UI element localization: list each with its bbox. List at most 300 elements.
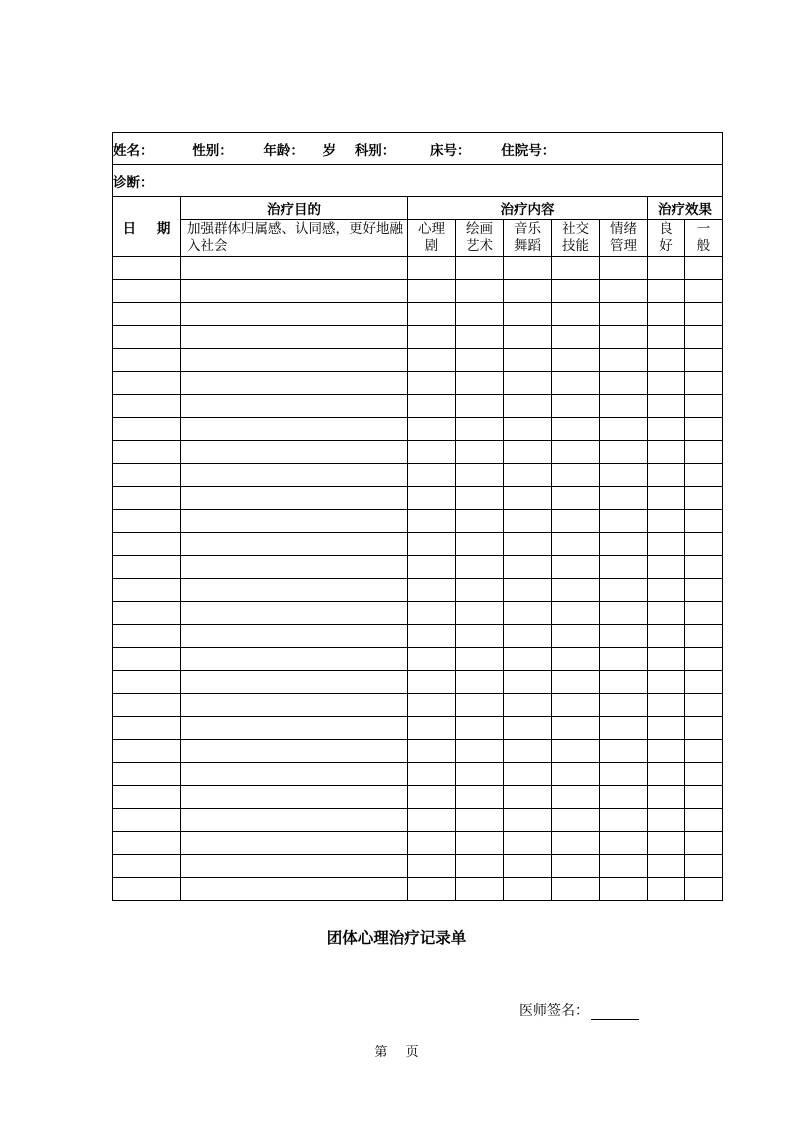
table-cell[interactable]: [456, 372, 504, 395]
table-cell[interactable]: [408, 280, 456, 303]
doctor-signature: [519, 1000, 639, 1020]
table-cell[interactable]: [552, 809, 600, 832]
table-cell[interactable]: [113, 303, 181, 326]
table-cell[interactable]: [685, 487, 723, 510]
table-cell[interactable]: [504, 763, 552, 786]
table-cell[interactable]: [648, 556, 685, 579]
table-cell[interactable]: [648, 648, 685, 671]
table-cell[interactable]: [504, 303, 552, 326]
table-cell[interactable]: [113, 602, 181, 625]
table-cell[interactable]: [552, 349, 600, 372]
table-cell[interactable]: [408, 487, 456, 510]
table-cell[interactable]: [181, 372, 408, 395]
table-cell[interactable]: [113, 372, 181, 395]
table-cell[interactable]: [600, 349, 648, 372]
table-cell[interactable]: [408, 303, 456, 326]
table-cell[interactable]: [113, 763, 181, 786]
table-row: [113, 602, 723, 625]
table-cell[interactable]: [113, 694, 181, 717]
table-cell[interactable]: [113, 648, 181, 671]
table-cell[interactable]: [685, 303, 723, 326]
table-cell[interactable]: [685, 602, 723, 625]
table-cell[interactable]: [648, 602, 685, 625]
table-cell[interactable]: [456, 763, 504, 786]
table-cell[interactable]: [456, 533, 504, 556]
table-cell[interactable]: [408, 694, 456, 717]
header-row-sub: [113, 220, 723, 257]
table-cell[interactable]: [685, 280, 723, 303]
table-cell[interactable]: [648, 671, 685, 694]
table-cell[interactable]: [685, 510, 723, 533]
table-cell[interactable]: [408, 349, 456, 372]
table-cell[interactable]: [408, 326, 456, 349]
table-row: [113, 372, 723, 395]
table-cell[interactable]: [600, 487, 648, 510]
table-cell[interactable]: [113, 349, 181, 372]
table-cell[interactable]: [504, 671, 552, 694]
table-row: [113, 533, 723, 556]
table-cell[interactable]: [552, 671, 600, 694]
table-cell[interactable]: [648, 832, 685, 855]
table-row: [113, 694, 723, 717]
table-cell[interactable]: [648, 533, 685, 556]
table-cell[interactable]: [552, 763, 600, 786]
table-cell[interactable]: [552, 602, 600, 625]
table-cell[interactable]: [181, 418, 408, 441]
table-cell[interactable]: [600, 303, 648, 326]
table-cell[interactable]: [456, 878, 504, 901]
content-social-skills-header: 社交 技能: [552, 220, 600, 257]
table-cell[interactable]: [600, 510, 648, 533]
table-cell[interactable]: [504, 832, 552, 855]
content-header: 治疗内容: [408, 197, 648, 220]
table-cell[interactable]: [600, 602, 648, 625]
table-cell[interactable]: [600, 786, 648, 809]
table-cell[interactable]: [181, 740, 408, 763]
table-cell[interactable]: [408, 257, 456, 280]
table-cell[interactable]: [504, 556, 552, 579]
table-cell[interactable]: [456, 671, 504, 694]
table-cell[interactable]: [648, 510, 685, 533]
table-cell[interactable]: [113, 809, 181, 832]
table-cell[interactable]: [408, 418, 456, 441]
table-cell[interactable]: [552, 280, 600, 303]
table-cell[interactable]: [181, 395, 408, 418]
table-cell[interactable]: [456, 257, 504, 280]
table-row: [113, 487, 723, 510]
table-cell[interactable]: [685, 533, 723, 556]
table-cell[interactable]: [113, 464, 181, 487]
table-cell[interactable]: [648, 326, 685, 349]
table-cell[interactable]: [552, 625, 600, 648]
table-cell[interactable]: [648, 694, 685, 717]
table-cell[interactable]: [552, 717, 600, 740]
table-cell[interactable]: [648, 625, 685, 648]
table-cell[interactable]: [456, 648, 504, 671]
table-cell[interactable]: [504, 878, 552, 901]
table-cell[interactable]: [648, 487, 685, 510]
table-cell[interactable]: [181, 602, 408, 625]
table-cell[interactable]: [685, 464, 723, 487]
page-number: [0, 1041, 793, 1060]
table-cell[interactable]: [600, 832, 648, 855]
table-row: [113, 395, 723, 418]
table-cell[interactable]: [685, 717, 723, 740]
table-cell[interactable]: [504, 280, 552, 303]
table-cell[interactable]: [600, 257, 648, 280]
table-cell[interactable]: [600, 740, 648, 763]
table-cell[interactable]: [456, 717, 504, 740]
table-cell[interactable]: [648, 786, 685, 809]
table-cell[interactable]: [685, 648, 723, 671]
table-cell[interactable]: [113, 280, 181, 303]
table-cell[interactable]: [648, 740, 685, 763]
table-cell[interactable]: [408, 602, 456, 625]
table-cell[interactable]: [600, 855, 648, 878]
table-cell[interactable]: [600, 326, 648, 349]
table-cell[interactable]: [648, 809, 685, 832]
table-row: [113, 326, 723, 349]
table-cell[interactable]: [456, 740, 504, 763]
table-cell[interactable]: [552, 855, 600, 878]
table-cell[interactable]: [685, 257, 723, 280]
record-sheet: [112, 132, 722, 901]
table-cell[interactable]: [648, 372, 685, 395]
table-cell[interactable]: [600, 763, 648, 786]
table-cell[interactable]: [600, 280, 648, 303]
table-cell[interactable]: [181, 556, 408, 579]
table-cell[interactable]: [504, 487, 552, 510]
table-cell[interactable]: [648, 464, 685, 487]
table-cell[interactable]: [113, 326, 181, 349]
table-cell[interactable]: [408, 625, 456, 648]
table-cell[interactable]: [600, 809, 648, 832]
header-row-main: [113, 197, 723, 220]
table-cell[interactable]: [600, 625, 648, 648]
table-cell[interactable]: [552, 418, 600, 441]
table-cell[interactable]: [552, 326, 600, 349]
table-cell[interactable]: [408, 510, 456, 533]
table-cell[interactable]: [685, 763, 723, 786]
table-row: [113, 786, 723, 809]
table-cell[interactable]: [408, 671, 456, 694]
table-cell[interactable]: [113, 257, 181, 280]
table-row: [113, 832, 723, 855]
gender-label: 性别：: [192, 142, 233, 159]
table-cell[interactable]: [685, 372, 723, 395]
signature-label: 医师签名：: [519, 1003, 589, 1019]
table-cell[interactable]: [456, 855, 504, 878]
table-cell[interactable]: [456, 786, 504, 809]
table-cell[interactable]: [504, 740, 552, 763]
table-cell[interactable]: [600, 878, 648, 901]
admission-label: 住院号：: [501, 142, 556, 159]
table-cell[interactable]: [504, 418, 552, 441]
table-cell[interactable]: [685, 878, 723, 901]
table-cell[interactable]: [408, 786, 456, 809]
table-cell[interactable]: [113, 510, 181, 533]
table-cell[interactable]: [181, 349, 408, 372]
table-cell[interactable]: [600, 579, 648, 602]
table-cell[interactable]: [600, 648, 648, 671]
table-cell[interactable]: [113, 533, 181, 556]
signature-field[interactable]: [591, 1005, 639, 1020]
table-cell[interactable]: [504, 579, 552, 602]
table-cell[interactable]: [456, 602, 504, 625]
table-cell[interactable]: [504, 349, 552, 372]
table-cell[interactable]: [504, 625, 552, 648]
table-cell[interactable]: [181, 832, 408, 855]
page-prefix: 第: [374, 1045, 388, 1060]
table-cell[interactable]: [648, 349, 685, 372]
table-cell[interactable]: [504, 786, 552, 809]
table-cell[interactable]: [181, 671, 408, 694]
table-cell[interactable]: [648, 441, 685, 464]
table-cell[interactable]: [456, 326, 504, 349]
table-cell[interactable]: [552, 372, 600, 395]
table-row: [113, 740, 723, 763]
table-cell[interactable]: [552, 878, 600, 901]
table-cell[interactable]: [181, 326, 408, 349]
table-row: [113, 579, 723, 602]
table-cell[interactable]: [456, 280, 504, 303]
table-cell[interactable]: [113, 855, 181, 878]
patient-info-cell[interactable]: [113, 133, 723, 165]
effect-good-header: 良 好: [648, 220, 685, 257]
table-cell[interactable]: [181, 303, 408, 326]
table-cell[interactable]: [648, 855, 685, 878]
table-cell[interactable]: [685, 556, 723, 579]
table-row: [113, 717, 723, 740]
table-cell[interactable]: [600, 372, 648, 395]
table-cell[interactable]: [648, 303, 685, 326]
table-row: [113, 510, 723, 533]
table-cell[interactable]: [504, 257, 552, 280]
table-cell[interactable]: [456, 579, 504, 602]
table-cell[interactable]: [685, 671, 723, 694]
table-cell[interactable]: [600, 694, 648, 717]
table-cell[interactable]: [648, 763, 685, 786]
table-cell[interactable]: [408, 763, 456, 786]
table-cell[interactable]: [113, 625, 181, 648]
table-cell[interactable]: [456, 809, 504, 832]
form-title: 团体心理治疗记录单: [326, 929, 467, 947]
table-cell[interactable]: [600, 395, 648, 418]
table-cell[interactable]: [113, 579, 181, 602]
table-cell[interactable]: [648, 418, 685, 441]
table-cell[interactable]: [552, 303, 600, 326]
table-cell[interactable]: [181, 855, 408, 878]
table-cell[interactable]: [113, 487, 181, 510]
table-cell[interactable]: [113, 395, 181, 418]
table-cell[interactable]: [113, 671, 181, 694]
table-cell[interactable]: [408, 372, 456, 395]
date-header: 日 期: [113, 197, 181, 257]
table-cell[interactable]: [648, 395, 685, 418]
table-cell[interactable]: [552, 832, 600, 855]
table-cell[interactable]: [648, 257, 685, 280]
name-label: 姓名：: [113, 142, 154, 159]
table-cell[interactable]: [600, 464, 648, 487]
table-cell[interactable]: [552, 556, 600, 579]
table-cell[interactable]: [504, 855, 552, 878]
table-cell[interactable]: [408, 717, 456, 740]
table-cell[interactable]: [648, 717, 685, 740]
table-cell[interactable]: [408, 533, 456, 556]
table-cell[interactable]: [456, 418, 504, 441]
table-cell[interactable]: [552, 441, 600, 464]
table-row: [113, 441, 723, 464]
table-cell[interactable]: [181, 533, 408, 556]
table-cell[interactable]: [552, 487, 600, 510]
effect-header: 治疗效果: [648, 197, 723, 220]
table-row: [113, 556, 723, 579]
table-cell[interactable]: [456, 510, 504, 533]
table-cell[interactable]: [685, 740, 723, 763]
table-cell[interactable]: [552, 579, 600, 602]
table-cell[interactable]: [600, 441, 648, 464]
table-cell[interactable]: [456, 395, 504, 418]
table-cell[interactable]: [181, 280, 408, 303]
purpose-text: 加强群体归属感、认同感，更好地融入社会: [181, 220, 408, 257]
table-cell[interactable]: [408, 740, 456, 763]
table-cell[interactable]: [181, 510, 408, 533]
table-cell[interactable]: [456, 832, 504, 855]
table-cell[interactable]: [685, 418, 723, 441]
table-cell[interactable]: [504, 395, 552, 418]
table-cell[interactable]: [113, 441, 181, 464]
table-cell[interactable]: [685, 349, 723, 372]
table-cell[interactable]: [408, 855, 456, 878]
table-cell[interactable]: [648, 280, 685, 303]
table-cell[interactable]: [504, 694, 552, 717]
table-cell[interactable]: [408, 832, 456, 855]
table-cell[interactable]: [552, 533, 600, 556]
table-cell[interactable]: [408, 878, 456, 901]
table-cell[interactable]: [456, 441, 504, 464]
table-cell[interactable]: [648, 579, 685, 602]
table-cell[interactable]: [552, 464, 600, 487]
table-cell[interactable]: [600, 671, 648, 694]
table-cell[interactable]: [456, 349, 504, 372]
table-cell[interactable]: [181, 809, 408, 832]
table-cell[interactable]: [685, 395, 723, 418]
table-cell[interactable]: [456, 625, 504, 648]
table-row: [113, 855, 723, 878]
table-cell[interactable]: [181, 717, 408, 740]
table-row: [113, 280, 723, 303]
table-cell[interactable]: [685, 832, 723, 855]
table-cell[interactable]: [504, 602, 552, 625]
table-cell[interactable]: [113, 418, 181, 441]
table-cell[interactable]: [408, 464, 456, 487]
table-cell[interactable]: [181, 648, 408, 671]
table-cell[interactable]: [113, 556, 181, 579]
table-cell[interactable]: [181, 441, 408, 464]
table-cell[interactable]: [181, 464, 408, 487]
table-cell[interactable]: [600, 556, 648, 579]
table-cell[interactable]: [552, 648, 600, 671]
bed-label: 床号：: [430, 142, 471, 159]
table-cell[interactable]: [600, 418, 648, 441]
table-cell[interactable]: [456, 556, 504, 579]
table-cell[interactable]: [504, 809, 552, 832]
table-cell[interactable]: [113, 786, 181, 809]
table-cell[interactable]: [552, 510, 600, 533]
table-cell[interactable]: [504, 326, 552, 349]
table-cell[interactable]: [181, 257, 408, 280]
table-cell[interactable]: [408, 556, 456, 579]
table-cell[interactable]: [504, 441, 552, 464]
table-cell[interactable]: [685, 855, 723, 878]
table-cell[interactable]: [504, 372, 552, 395]
table-cell[interactable]: [552, 257, 600, 280]
table-cell[interactable]: [113, 740, 181, 763]
patient-info-row: [113, 133, 723, 165]
table-cell[interactable]: [600, 533, 648, 556]
table-cell[interactable]: [181, 878, 408, 901]
table-cell[interactable]: [181, 763, 408, 786]
table-cell[interactable]: [181, 625, 408, 648]
table-cell[interactable]: [456, 464, 504, 487]
table-row: [113, 648, 723, 671]
content-psychodrama-header: 心理 剧: [408, 220, 456, 257]
table-cell[interactable]: [504, 510, 552, 533]
table-cell[interactable]: [685, 809, 723, 832]
table-cell[interactable]: [456, 303, 504, 326]
table-cell[interactable]: [408, 809, 456, 832]
table-cell[interactable]: [685, 694, 723, 717]
table-cell[interactable]: [113, 878, 181, 901]
table-cell[interactable]: [552, 786, 600, 809]
table-cell[interactable]: [685, 625, 723, 648]
table-cell[interactable]: [552, 740, 600, 763]
table-cell[interactable]: [181, 786, 408, 809]
table-cell[interactable]: [181, 694, 408, 717]
diagnosis-row: [113, 165, 723, 197]
table-cell[interactable]: [456, 487, 504, 510]
table-row: [113, 464, 723, 487]
table-cell[interactable]: [685, 326, 723, 349]
table-cell[interactable]: [552, 694, 600, 717]
table-cell[interactable]: [408, 395, 456, 418]
content-emotion-header: 情绪 管理: [600, 220, 648, 257]
table-cell[interactable]: [504, 533, 552, 556]
table-row: [113, 303, 723, 326]
table-cell[interactable]: [504, 464, 552, 487]
table-cell[interactable]: [408, 648, 456, 671]
table-cell[interactable]: [685, 786, 723, 809]
table-cell[interactable]: [648, 878, 685, 901]
diagnosis-cell[interactable]: [113, 165, 723, 197]
table-cell[interactable]: [456, 694, 504, 717]
age-unit-label: 岁: [322, 142, 337, 159]
table-cell[interactable]: [552, 395, 600, 418]
table-cell[interactable]: [113, 832, 181, 855]
table-cell[interactable]: [408, 579, 456, 602]
table-cell[interactable]: [408, 441, 456, 464]
table-cell[interactable]: [504, 648, 552, 671]
table-cell[interactable]: [504, 717, 552, 740]
table-cell[interactable]: [600, 717, 648, 740]
table-cell[interactable]: [685, 441, 723, 464]
record-table: [112, 132, 723, 901]
table-row: [113, 878, 723, 901]
table-cell[interactable]: [113, 717, 181, 740]
table-cell[interactable]: [181, 579, 408, 602]
table-cell[interactable]: [685, 579, 723, 602]
table-cell[interactable]: [181, 487, 408, 510]
